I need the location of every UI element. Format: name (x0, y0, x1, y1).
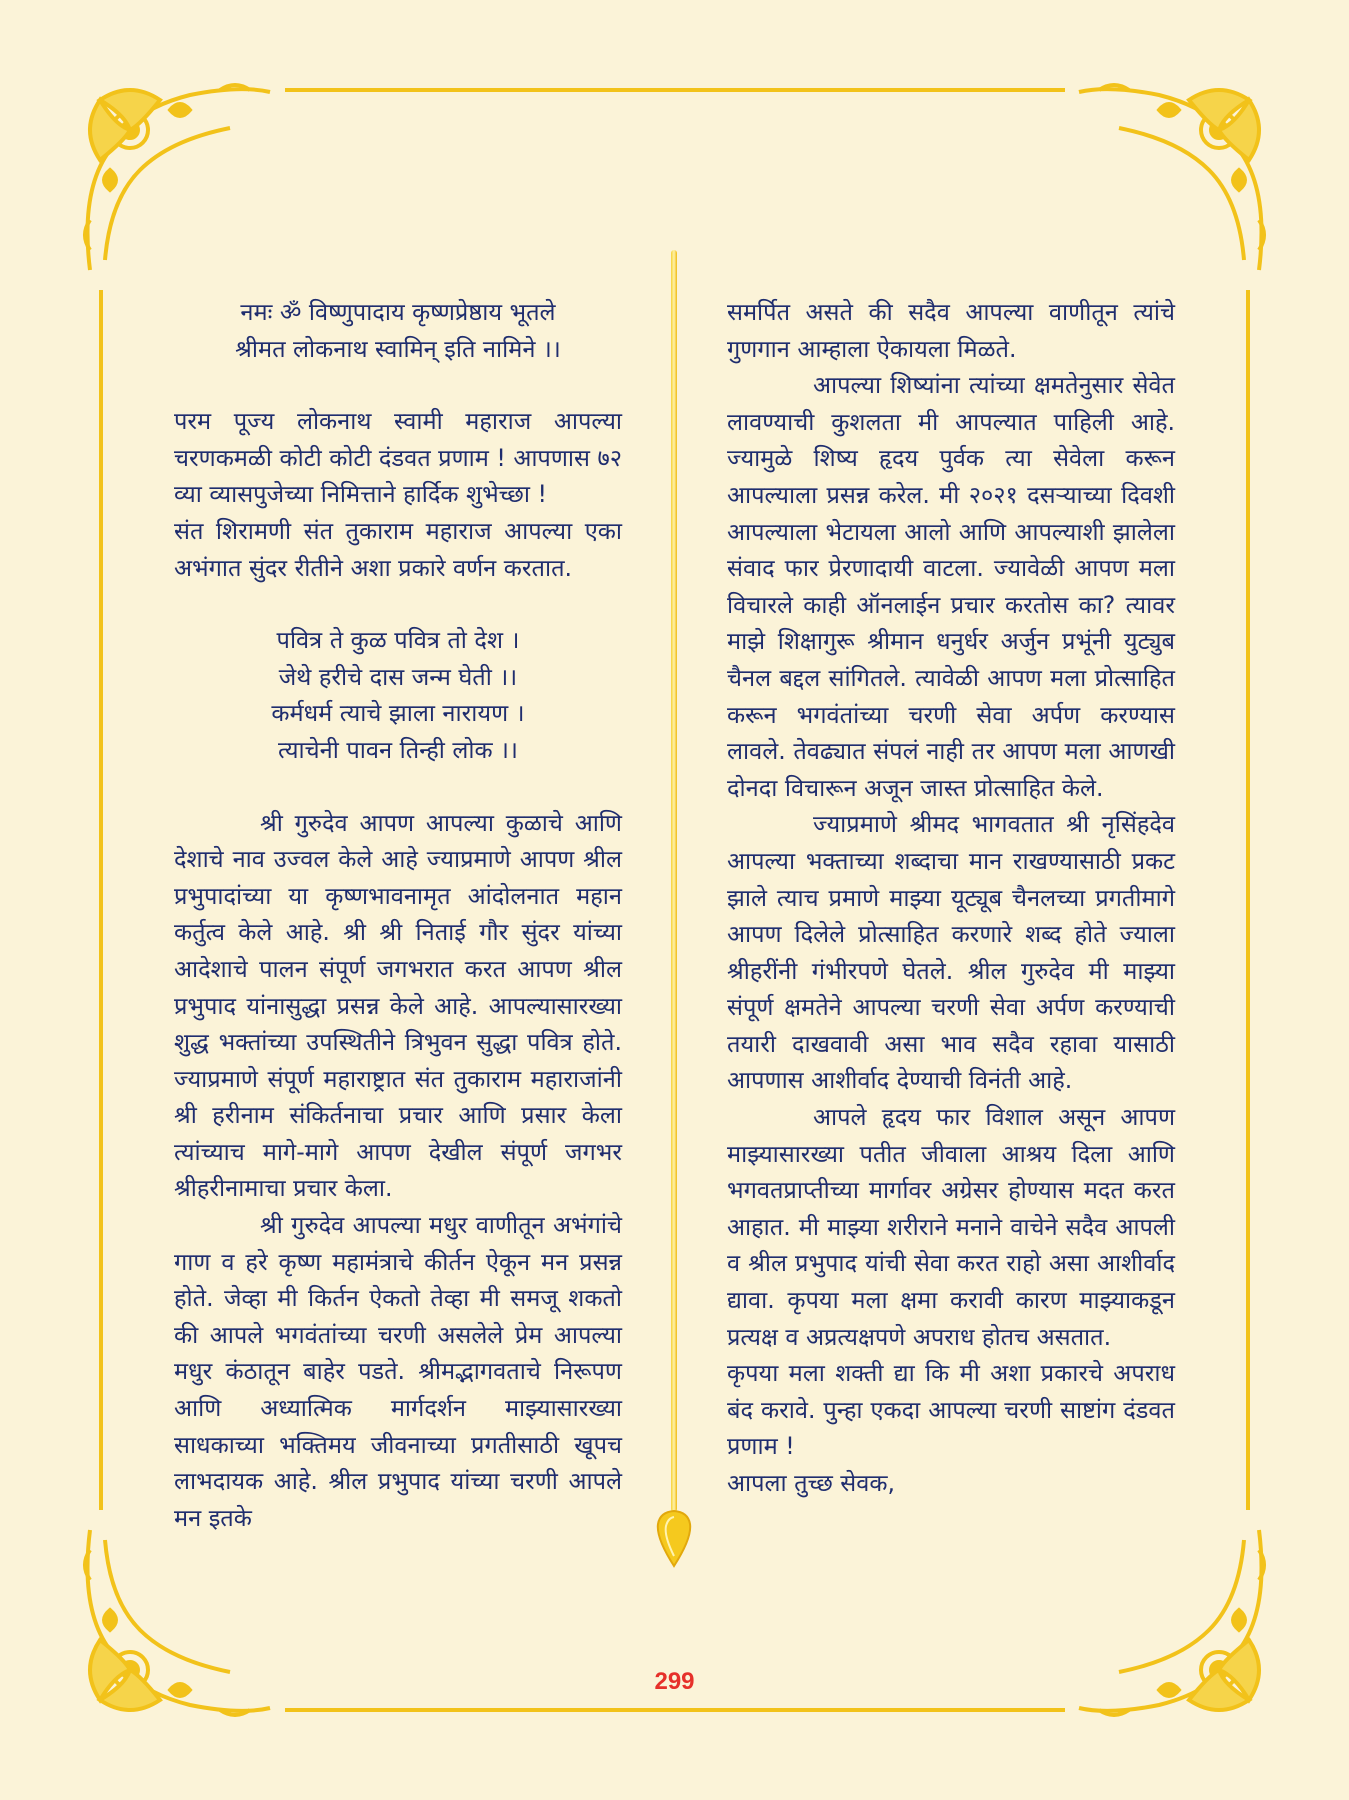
verse-line-2: जेथे हरीचे दास जन्म घेती ।। (278, 662, 518, 691)
corner-top-right-floral-icon (1069, 70, 1279, 280)
signoff: आपला तुच्छ सेवक, (727, 1469, 895, 1497)
border-left-line (99, 290, 103, 1510)
tilak-drop-icon (654, 1508, 694, 1568)
corner-top-left-floral-icon (70, 70, 280, 280)
verse-line-4: त्याचेनी पावन तिन्ही लोक ।। (278, 735, 518, 764)
invocation-line-2: श्रीमत लोकनाथ स्वामिन् इति नामिने ।। (235, 334, 561, 363)
corner-bottom-left-floral-icon (70, 1520, 280, 1730)
heart-paragraph: आपले हृदय फार विशाल असून आपण माझ्यासारख्या पतीत जीवाला आश्रय दिला आणि भगवतप्राप्तीच्या मार्गावर अग्रेसर होण्यास मदत करत आहात. मी माझ्या शरीराने मनाने वाचेने सदैव आपली व श्रील प्रभुपाद यांची सेवा करत राहो असा आशीर्वाद द्यावा. कृपया मला क्षमा करावी कारण माझ्याकडून प्रत्यक्ष व अप्रत्यक्षपणे अपराध होतच असतात. (727, 1103, 1175, 1351)
greeting-paragraph: परम पूज्य लोकनाथ स्वामी महाराज आपल्या चरणकमळी कोटी कोटी दंडवत प्रणाम ! आपणास ७२ व्या व्यासपुजेच्या निमित्ताने हार्दिक शुभेच्छा ! (174, 407, 622, 509)
corner-bottom-right-floral-icon (1069, 1520, 1279, 1730)
invocation-line-1: नमः ॐ विष्णुपादाय कृष्णप्रेष्ठाय भूतले (240, 298, 556, 326)
continuation-paragraph: समर्पित असते की सदैव आपल्या वाणीतून त्यांचे गुणगान आम्हाला ऐकायला मिळते. (727, 298, 1175, 363)
nrsimha-paragraph: ज्याप्रमाणे श्रीमद भागवतात श्री नृसिंहदेव आपल्या भक्ताच्या शब्दाचा मान राखण्यासाठी प्रकट झाले त्याच प्रमाणे माझ्या यूट्यूब चैनलच्या प्रगतीमागे आपण दिलेले प्रोत्साहित करणारे शब्द होते ज्याला श्रीहरींनी गंभीरपणे घेतले. श्रील गुरुदेव मी माझ्या संपूर्ण क्षमतेने आपल्या चरणी सेवा अर्पण करण्याची तयारी दाखवावी असा भाव सदैव रहावा यासाठी आपणास आशीर्वाद देण्याची विनंती आहे. (727, 810, 1175, 1095)
border-right-line (1246, 290, 1250, 1510)
border-bottom-line (285, 1708, 1065, 1712)
page-number: 299 (654, 1668, 695, 1695)
left-column (174, 294, 622, 1536)
gurudev-kirtan-paragraph: श्री गुरुदेव आपल्या मधुर वाणीतून अभंगांचे गाण व हरे कृष्ण महामंत्राचे कीर्तन ऐकून मन प्रसन्न होते. जेव्हा मी किर्तन ऐकतो तेव्हा मी समजू शकतो की आपले भगवंतांच्या चरणी असलेले प्रेम आपल्या मधुर कंठातून बाहेर पडते. श्रीमद्भागवताचे निरूपण आणि अध्यात्मिक मार्गदर्शन माझ्यासारख्या साधकाच्या भक्तिमय जीवनाच्या प्रगतीसाठी खूपच लाभदायक आहे. श्रील प्रभुपाद यांच्या चरणी आपले मन इतके (174, 1211, 622, 1532)
border-top-line (285, 88, 1065, 92)
center-divider (671, 250, 677, 1512)
prayer-paragraph: कृपया मला शक्ती द्या कि मी अशा प्रकारचे अपराध बंद करावे. पुन्हा एकदा आपल्या चरणी साष्टांग दंडवत प्रणाम ! (727, 1359, 1175, 1461)
right-column (727, 294, 1175, 1502)
abhang-verse (174, 622, 622, 768)
verse-line-1: पवित्र ते कुळ पवित्र तो देश । (276, 626, 520, 655)
gurudev-lineage-paragraph: श्री गुरुदेव आपण आपल्या कुळाचे आणि देशाचे नाव उज्वल केले आहे ज्याप्रमाणे आपण श्रील प्रभुपादांच्या या कृष्णभावनामृत आंदोलनात महान कर्तुत्व केले आहे. श्री श्री निताई गौर सुंदर यांच्या आदेशाचे पालन संपूर्ण जगभरात करत आपण श्रील प्रभुपाद यांनासुद्धा प्रसन्न केले आहे. आपल्यासारख्या शुद्ध भक्तांच्या उपस्थितीने त्रिभुवन सुद्धा पवित्र होते. ज्याप्रमाणे संपूर्ण महाराष्ट्रात संत तुकाराम महाराजांनी श्री हरीनाम संकिर्तनाचा प्रचार आणि प्रसार केला त्यांच्याच मागे-मागे आपण देखील संपूर्ण जगभर श्रीहरीनामाचा प्रचार केला. (174, 808, 622, 1203)
tukaram-intro-paragraph: संत शिरामणी संत तुकाराम महाराज आपल्या एका अभंगात सुंदर रीतीने अशा प्रकारे वर्णन करतात. (174, 516, 622, 582)
disciples-service-paragraph: आपल्या शिष्यांना त्यांच्या क्षमतेनुसार सेवेत लावण्याची कुशलता मी आपल्यात पाहिली आहे. ज्यामुळे शिष्य हृदय पुर्वक त्या सेवेला करून आपल्याला प्रसन्न करेल. मी २०२१ दसऱ्याच्या दिवशी आपल्याला भेटायला आलो आणि आपल्याशी झालेला संवाद फार प्रेरणादायी वाटला. ज्यावेळी आपण मला विचारले काही ऑनलाईन प्रचार करतोस का? त्यावर माझे शिक्षागुरू श्रीमान धनुर्धर अर्जुन प्रभूंनी युट्युब चैनल बद्दल सांगितले. त्यावेळी आपण मला प्रोत्साहित करून भगवंतांच्या चरणी सेवा अर्पण करण्यास लावले. तेवढ्यात संपलं नाही तर आपण मला आणखी दोनदा विचारून अजून जास्त प्रोत्साहित केले. (727, 371, 1175, 802)
verse-line-3: कर्मधर्म त्याचे झाला नारायण । (271, 699, 525, 728)
